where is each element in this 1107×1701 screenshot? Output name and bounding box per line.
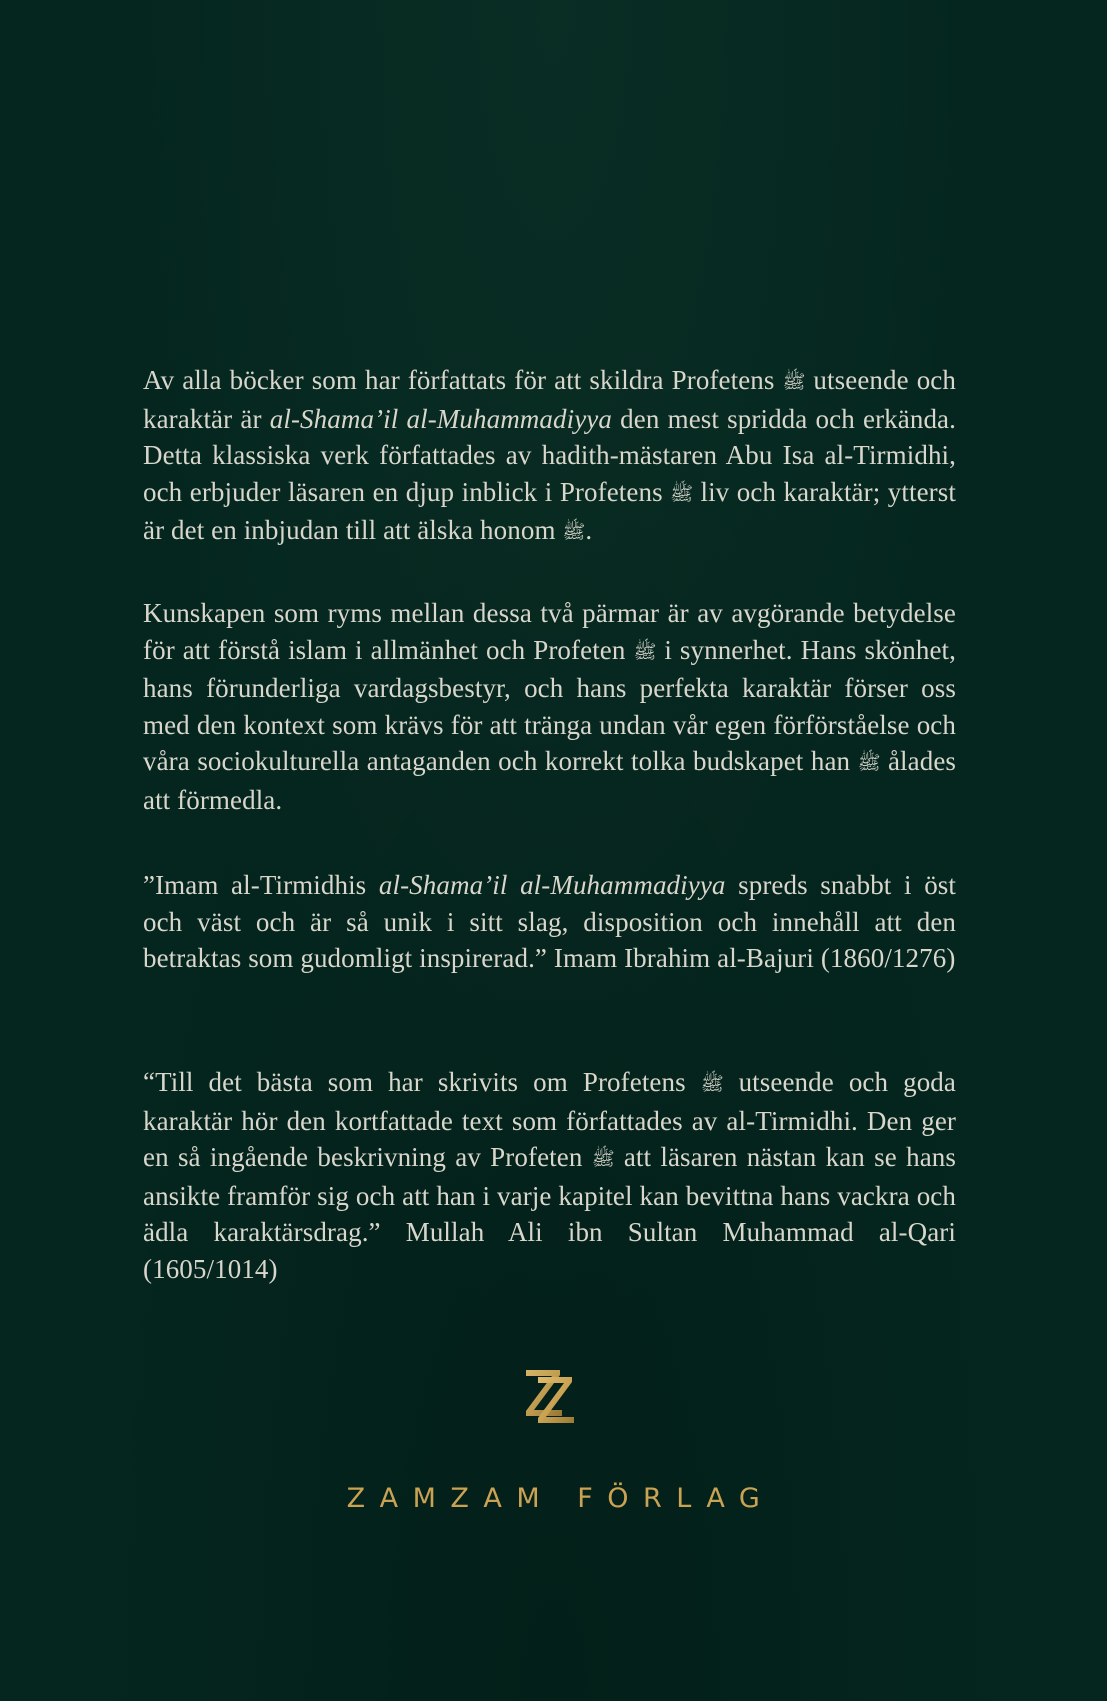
p1-text-d: den mest spridda och erkända. Detta klassiska verk författades av hadith-mästaren Abu Isa al-Tirmidhi, och erbjuder läsaren en djup inblick i Profetens [143, 403, 956, 507]
p3-book-title: al-Shama’il al-Muhammadiyya [378, 870, 726, 900]
p1-text-f: . [585, 515, 593, 546]
p1-text-b: utseende och karaktär är [143, 365, 956, 434]
p1-text-a: Av alla böcker som har författats för att skildra Profetens [143, 365, 783, 395]
honorific-saw-icon: ﷺ [562, 521, 586, 544]
p3-text-c: spreds snabbt i öst och väst och är så unik i sitt slag, disposition och innehåll att den betraktas som gudomligt inspirerad.” Imam Ibrahim al-Bajuri (1860/1276) [143, 870, 957, 974]
publisher-name: ZAMZAM FÖRLAG [346, 1483, 775, 1514]
p4-text-b: utseende och goda karaktär hör den kortfattade text som författades av al-Tirmidhi. Den ger en så ingående beskrivning av Profeten [143, 1067, 956, 1173]
p2-text-c: ålades att förmedla. [143, 746, 957, 815]
quote-al-bajuri [143, 867, 956, 977]
p2-text-b: i synnerhet. Hans skönhet, hans förunderliga vardagsbestyr, och hans perfekta karaktär förser oss med den kontext som krävs för att tränga undan vår egen förförståelse och våra sociokulturella antaganden och korrekt tolka budskapet han [143, 634, 956, 777]
p4-text-a: “Till det bästa som har skrivits om Profetens [143, 1067, 701, 1097]
blurb-paragraph-1 [143, 362, 956, 551]
honorific-saw-icon: ﷺ [670, 482, 694, 505]
quote-al-qari [143, 1064, 956, 1288]
honorific-saw-icon: ﷺ [633, 640, 657, 663]
p1-text-e: liv och karaktär; ytterst är det en inbjudan till att älska honom [143, 476, 956, 546]
zamzam-logo-icon [522, 1366, 578, 1426]
p2-text-a: Kunskapen som ryms mellan dessa två pärmar är av avgörande betydelse för att förstå islam i allmänhet och Profeten [143, 598, 956, 665]
honorific-saw-icon: ﷺ [782, 371, 806, 393]
honorific-saw-icon: ﷺ [700, 1073, 724, 1095]
p3-text-a: ”Imam al-Tirmidhis [143, 870, 379, 900]
honorific-saw-icon: ﷺ [857, 752, 881, 775]
p4-text-c: att läsaren nästan kan se hans ansikte framför sig och att han i varje kapitel kan bevittna hans vackra och ädla karaktärsdrag.” Mullah Ali ibn Sultan Muhammad al-Qari (1605/1014) [143, 1142, 956, 1284]
p1-book-title: al-Shama’il al-Muhammadiyya [269, 403, 612, 434]
honorific-saw-icon: ﷺ [591, 1148, 615, 1171]
blurb-paragraph-2 [143, 595, 956, 819]
